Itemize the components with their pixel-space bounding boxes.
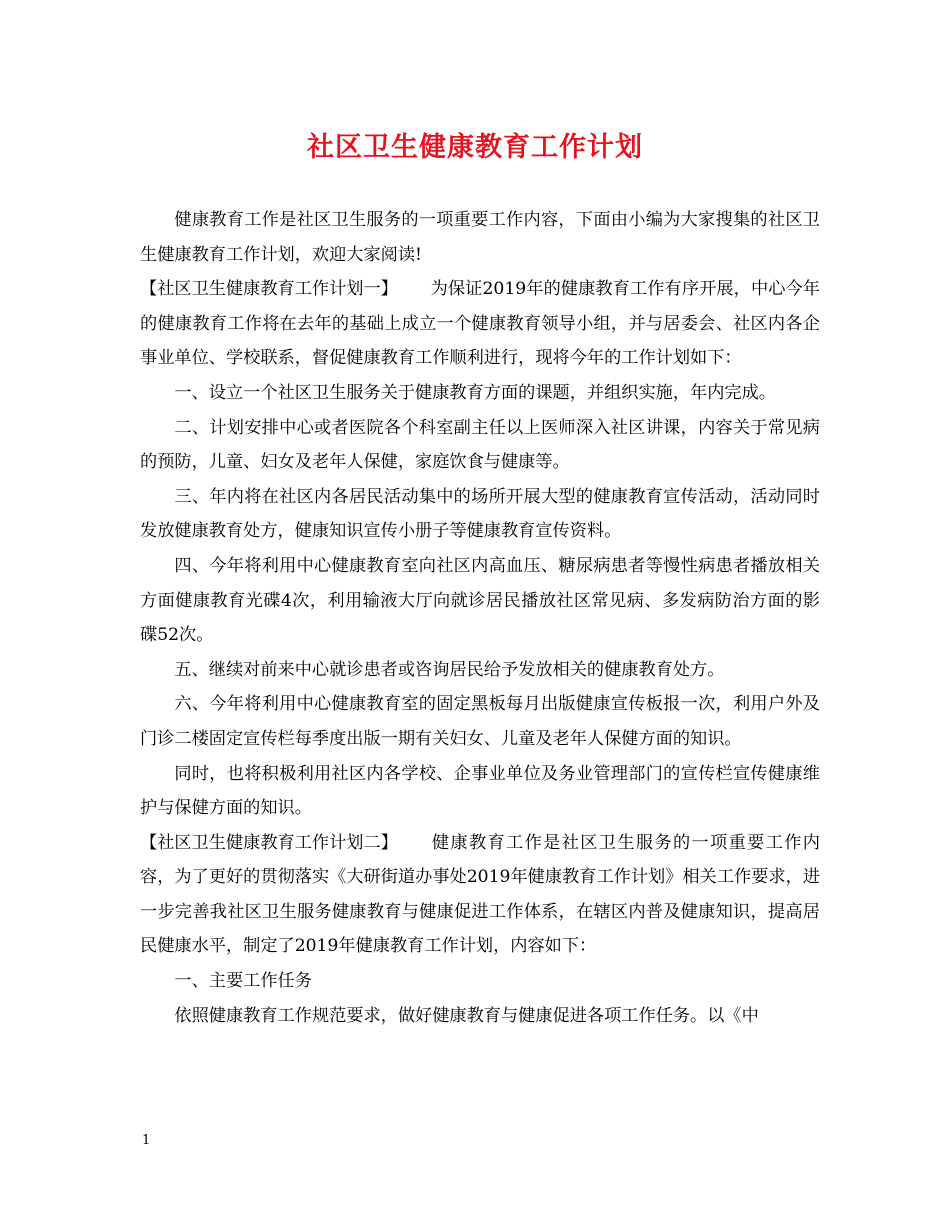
body-paragraph: 四、今年将利用中心健康教育室向社区内高血压、糖尿病患者等慢性病患者播放相关方面健康教育光碟4次，利用输液大厅向就诊居民播放社区常见病、多发病防治方面的影碟52次。 [140, 555, 820, 646]
body-paragraph: 三、年内将在社区内各居民活动集中的场所开展大型的健康教育宣传活动，活动同时发放健康教育处方，健康知识宣传小册子等健康教育宣传资料。 [140, 486, 820, 542]
section-heading: 【社区卫生健康教育工作计划一】 [140, 279, 398, 300]
section-heading: 【社区卫生健康教育工作计划二】 [140, 832, 398, 853]
section-text: 健康教育工作是社区卫生服务的一项重要工作内容，为了更好的贯彻落实《大研街道办事处2019年健康教育工作计划》相关工作要求，进一步完善我社区卫生服务健康教育与健康促进工作体系，在辖区内普及健康知识，提高居民健康水平，制定了2019年健康教育工作计划，内容如下： [140, 832, 820, 957]
body-paragraph: 依照健康教育工作规范要求，做好健康教育与健康促进各项工作任务。以《中 [174, 1005, 759, 1026]
body-paragraph: 一、设立一个社区卫生服务关于健康教育方面的课题，并组织实施，年内完成。 [174, 382, 776, 403]
section-paragraph [140, 272, 820, 376]
body-paragraph: 五、继续对前来中心就诊患者或咨询居民给予发放相关的健康教育处方。 [174, 659, 725, 680]
body-paragraph: 二、计划安排中心或者医院各个科室副主任以上医师深入社区讲课，内容关于常见病的预防，儿童、妇女及老年人保健，家庭饮食与健康等。 [140, 417, 820, 473]
section-paragraph [140, 826, 820, 964]
body-paragraph: 健康教育工作是社区卫生服务的一项重要工作内容，下面由小编为大家搜集的社区卫生健康教育工作计划，欢迎大家阅读! [140, 210, 820, 265]
document-body [140, 203, 820, 1033]
document-title: 社区卫生健康教育工作计划 [307, 132, 643, 163]
body-paragraph: 一、主要工作任务 [174, 971, 312, 992]
section-text: 为保证2019年的健康教育工作有序开展，中心今年的健康教育工作将在去年的基础上成立一个健康教育领导小组，并与居委会、社区内各企事业单位、学校联系，督促健康教育工作顺利进行，现将今年的工作计划如下： [140, 279, 820, 369]
page-number: 1 [142, 1133, 151, 1148]
body-paragraph: 同时，也将积极利用社区内各学校、企事业单位及务业管理部门的宣传栏宣传健康维护与保健方面的知识。 [140, 763, 820, 819]
body-paragraph: 六、今年将利用中心健康教育室的固定黑板每月出版健康宣传板报一次，利用户外及门诊二楼固定宣传栏每季度出版一期有关妇女、儿童及老年人保健方面的知识。 [140, 694, 820, 749]
